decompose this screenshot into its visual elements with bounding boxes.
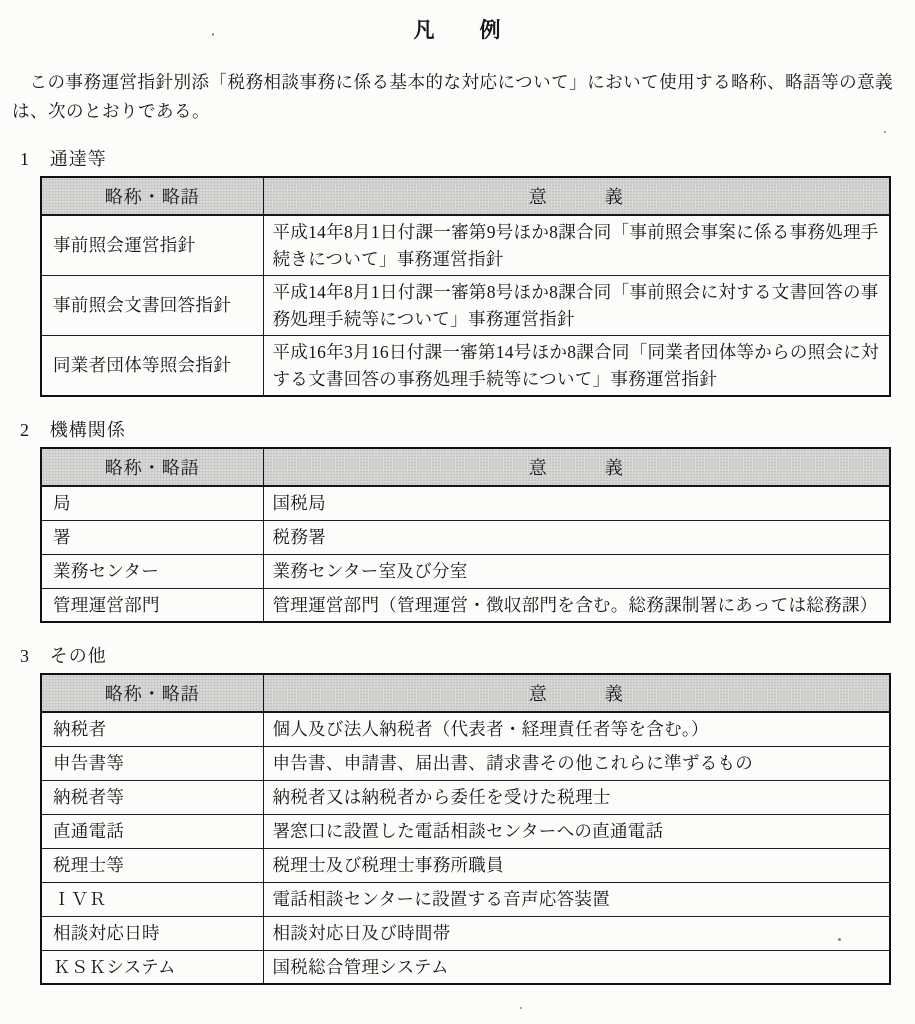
table-row — [41, 780, 890, 814]
legend-table-tsutatsu — [40, 176, 891, 397]
meaning-cell: 申告書、申請書、届出書、請求書その他これらに準ずるもの — [263, 746, 890, 780]
meaning-cell: 個人及び法人納税者（代表者・経理責任者等を含む。） — [263, 712, 890, 746]
table-row — [41, 276, 890, 336]
meaning-cell: 納税者又は納税者から委任を受けた税理士 — [263, 780, 890, 814]
table-row — [41, 848, 890, 882]
meaning-cell: 管理運営部門（管理運営・徴収部門を含む。総務課制署にあっては総務課） — [263, 588, 890, 622]
table-row — [41, 916, 890, 950]
term-cell: 事前照会運営指針 — [41, 215, 263, 276]
meaning-cell: 国税局 — [263, 486, 890, 520]
section-1-number: 1 — [20, 149, 30, 169]
meaning-cell: 国税総合管理システム — [263, 950, 890, 984]
section-2-heading — [20, 416, 915, 442]
term-cell: ＫＳＫシステム — [41, 950, 263, 984]
table-row — [41, 336, 890, 397]
table-row — [41, 712, 890, 746]
meaning-cell: 相談対応日及び時間帯 — [263, 916, 890, 950]
meaning-cell: 電話相談センターに設置する音声応答装置 — [263, 882, 890, 916]
term-cell: 局 — [41, 486, 263, 520]
table-row — [41, 814, 890, 848]
table-header-row — [41, 448, 890, 486]
column-header-meaning: 意 義 — [263, 177, 890, 215]
meaning-cell: 税理士及び税理士事務所職員 — [263, 848, 890, 882]
term-cell: 同業者団体等照会指針 — [41, 336, 263, 397]
term-cell: 申告書等 — [41, 746, 263, 780]
column-header-meaning: 意 義 — [263, 674, 890, 712]
scan-speck — [212, 33, 214, 36]
scan-speck — [884, 131, 886, 133]
meaning-cell: 業務センター室及び分室 — [263, 554, 890, 588]
table-header-row — [41, 177, 890, 215]
term-cell: 納税者等 — [41, 780, 263, 814]
section-3-heading — [20, 642, 915, 668]
table-header-row — [41, 674, 890, 712]
section-2-label: 機構関係 — [49, 420, 126, 440]
section-3-label: その他 — [49, 646, 107, 666]
meaning-cell: 平成14年8月1日付課一審第9号ほか8課合同「事前照会事案に係る事務処理手続きについて」事務運営指針 — [263, 215, 890, 276]
legend-table-kikou — [40, 447, 891, 623]
table-row — [41, 950, 890, 984]
term-cell: 直通電話 — [41, 814, 263, 848]
scan-speck — [838, 938, 841, 941]
term-cell: 事前照会文書回答指針 — [41, 276, 263, 336]
intro-paragraph: この事務運営指針別添「税務相談事務に係る基本的な対応について」において使用する略称、略語等の意義は、次のとおりである。 — [12, 72, 894, 121]
scan-speck — [520, 1007, 522, 1009]
section-1-heading — [20, 145, 915, 171]
column-header-meaning: 意 義 — [263, 448, 890, 486]
section-2-number: 2 — [20, 420, 30, 440]
table-row — [41, 554, 890, 588]
section-1-label: 通達等 — [49, 149, 107, 169]
term-cell: 税理士等 — [41, 848, 263, 882]
term-cell: 管理運営部門 — [41, 588, 263, 622]
column-header-term: 略称・略語 — [41, 674, 263, 712]
table-row — [41, 882, 890, 916]
column-header-term: 略称・略語 — [41, 177, 263, 215]
meaning-cell: 税務署 — [263, 520, 890, 554]
term-cell: 納税者 — [41, 712, 263, 746]
table-row — [41, 520, 890, 554]
column-header-term: 略称・略語 — [41, 448, 263, 486]
table-row — [41, 588, 890, 622]
page-title: 凡 例 — [413, 19, 502, 42]
term-cell: 署 — [41, 520, 263, 554]
term-cell: ＩＶＲ — [41, 882, 263, 916]
meaning-cell: 平成14年8月1日付課一審第8号ほか8課合同「事前照会に対する文書回答の事務処理手続等について」事務運営指針 — [263, 276, 890, 336]
table-row — [41, 486, 890, 520]
term-cell: 相談対応日時 — [41, 916, 263, 950]
term-cell: 業務センター — [41, 554, 263, 588]
legend-table-sonota — [40, 673, 891, 985]
table-row — [41, 215, 890, 276]
meaning-cell: 平成16年3月16日付課一審第14号ほか8課合同「同業者団体等からの照会に対する文書回答の事務処理手続等について」事務運営指針 — [263, 336, 890, 397]
section-3-number: 3 — [20, 646, 30, 666]
meaning-cell: 署窓口に設置した電話相談センターへの直通電話 — [263, 814, 890, 848]
table-row — [41, 746, 890, 780]
